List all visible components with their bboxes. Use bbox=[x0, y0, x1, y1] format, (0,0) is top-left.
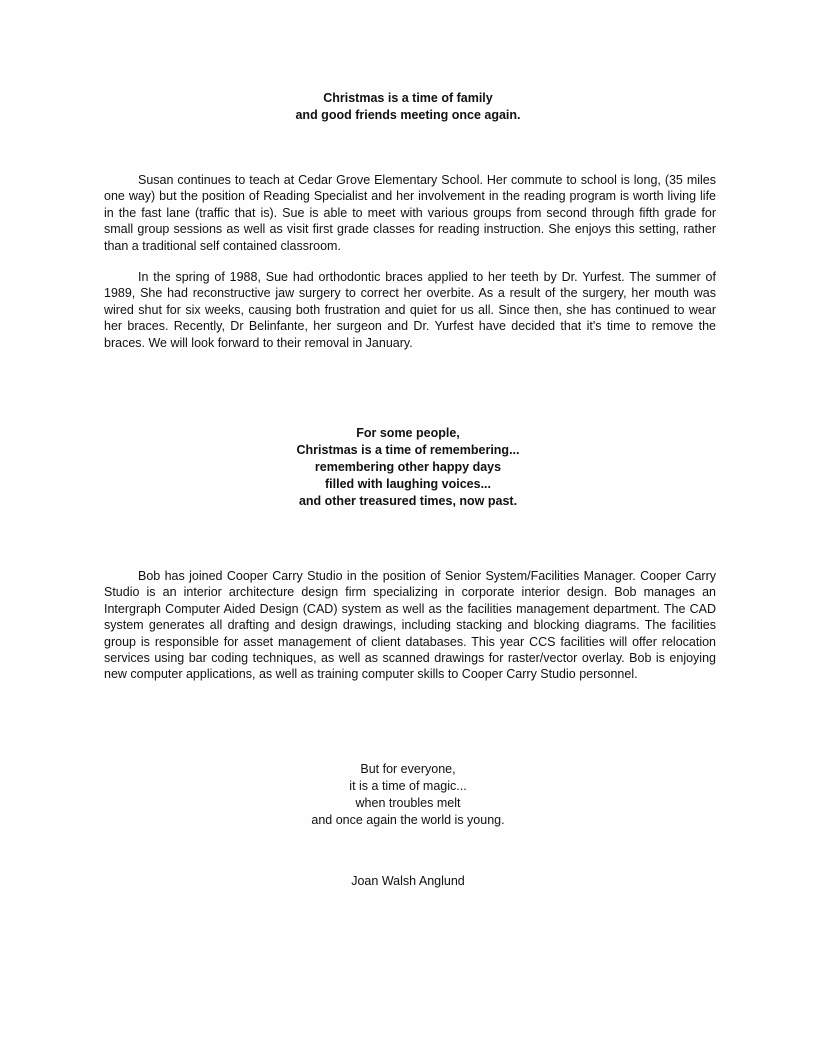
opening-heading bbox=[0, 90, 816, 124]
heading-line: For some people, bbox=[356, 426, 460, 440]
verse-line: when troubles melt bbox=[355, 796, 461, 810]
verse-line: But for everyone, bbox=[360, 762, 456, 776]
heading-line: remembering other happy days bbox=[314, 460, 502, 474]
heading-line: Christmas is a time of family bbox=[323, 91, 493, 105]
middle-heading bbox=[0, 425, 816, 510]
heading-line: Christmas is a time of remembering... bbox=[296, 443, 520, 457]
paragraph-sue-braces: In the spring of 1988, Sue had orthodontic braces applied to her teeth by Dr. Yurfest. The summer of 1989, She had reconstructive jaw surgery to correct her overbite. As a result of the surgery, her mouth was wired shut for six weeks, causing both frustration and quiet for us all. Since then, she has continued to wear her braces. Recently, Dr Belinfante, her surgeon and Dr. Yurfest have decided that it's time to remove the braces. We will look forward to their removal in January. bbox=[104, 270, 716, 350]
paragraph-bob-job: Bob has joined Cooper Carry Studio in the position of Senior System/Facilities Manager. Cooper Carry Studio is an interior architecture design firm specializing in corporate interior design. Bob manages an Intergraph Computer Aided Design (CAD) system as well as the facilities management department. The CAD system generates all drafting and design drawings, including stacking and blocking diagrams. The facilities group is responsible for asset management of client databases. This year CCS facilities will offer relocation services using bar coding techniques, as well as scanned drawings for raster/vector overlay. Bob is enjoying new computer applications, as well as training computer skills to Cooper Carry Studio personnel. bbox=[104, 569, 716, 682]
heading-line: filled with laughing voices... bbox=[325, 477, 491, 491]
closing-verse bbox=[0, 761, 816, 829]
verse-line: it is a time of magic... bbox=[349, 779, 467, 793]
attribution: Joan Walsh Anglund bbox=[351, 874, 465, 888]
verse-line: and once again the world is young. bbox=[311, 813, 505, 827]
heading-line: and good friends meeting once again. bbox=[295, 108, 521, 122]
heading-line: and other treasured times, now past. bbox=[298, 494, 518, 508]
paragraph-susan-teaching: Susan continues to teach at Cedar Grove Elementary School. Her commute to school is long, (35 miles one way) but the position of Reading Specialist and her involvement in the reading program is worth living life in the fast lane (traffic that is). Sue is able to meet with various groups from second through fifth grade for small group sessions as well as visit first grade classes for reading instruction. She enjoys this setting, rather than a traditional self contained classroom. bbox=[104, 173, 716, 253]
